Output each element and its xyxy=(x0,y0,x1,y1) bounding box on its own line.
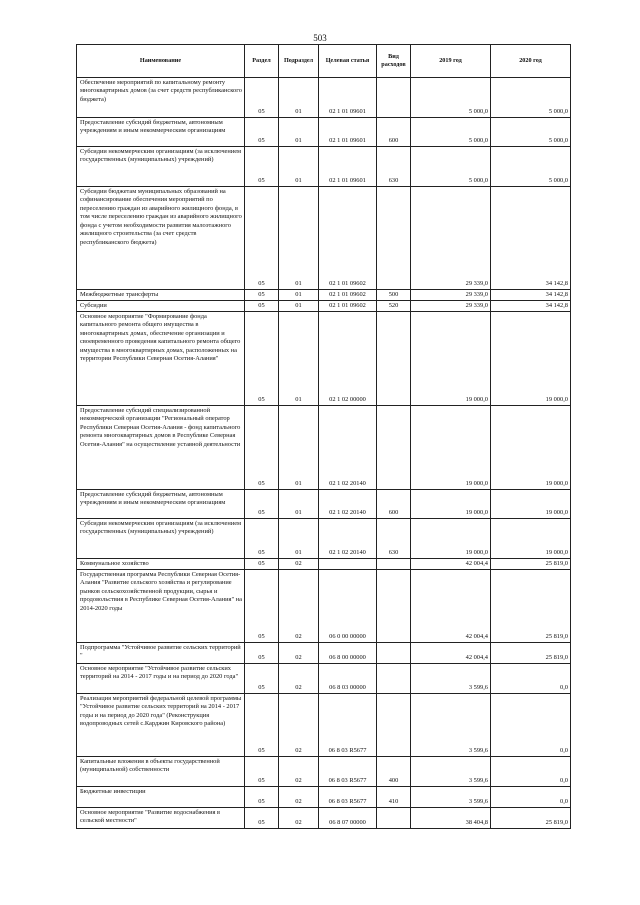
cell-name: Основное мероприятие "Развитие водоснабжения в сельской местности" xyxy=(77,808,245,829)
table-row xyxy=(77,694,571,757)
table-row xyxy=(77,559,571,570)
cell-razdel: 05 xyxy=(245,643,279,664)
cell-expense-type xyxy=(377,406,411,490)
table-row xyxy=(77,643,571,664)
cell-podrazdel: 01 xyxy=(279,519,319,559)
cell-razdel: 05 xyxy=(245,78,279,118)
cell-target-article: 06 8 03 R5677 xyxy=(319,694,377,757)
cell-expense-type: 410 xyxy=(377,787,411,808)
cell-target-article: 06 8 03 00000 xyxy=(319,664,377,694)
table-row xyxy=(77,490,571,519)
table-row xyxy=(77,312,571,406)
cell-podrazdel: 02 xyxy=(279,664,319,694)
table-row xyxy=(77,808,571,829)
cell-amount-2019: 5 000,0 xyxy=(411,78,491,118)
cell-target-article: 02 1 01 09602 xyxy=(319,290,377,301)
cell-name: Обеспечение мероприятий по капитальному ремонту многоквартирных домов (за счет средств республиканского бюджета) xyxy=(77,78,245,118)
cell-target-article: 02 1 01 09601 xyxy=(319,118,377,147)
cell-expense-type: 630 xyxy=(377,147,411,187)
cell-expense-type xyxy=(377,808,411,829)
cell-target-article: 02 1 01 09601 xyxy=(319,78,377,118)
table-row xyxy=(77,757,571,787)
cell-name: Субсидии некоммерческим организациям (за исключением государственных (муниципальных) учреждений) xyxy=(77,147,245,187)
cell-amount-2019: 3 599,6 xyxy=(411,694,491,757)
table-header-row xyxy=(77,45,571,78)
cell-target-article xyxy=(319,559,377,570)
table-row xyxy=(77,147,571,187)
cell-target-article: 06 8 03 R5677 xyxy=(319,757,377,787)
cell-razdel: 05 xyxy=(245,664,279,694)
cell-expense-type: 600 xyxy=(377,490,411,519)
header-razdel: Раздел xyxy=(245,45,279,78)
cell-amount-2019: 42 004,4 xyxy=(411,570,491,643)
cell-amount-2020: 5 000,0 xyxy=(491,78,571,118)
table-row xyxy=(77,519,571,559)
cell-amount-2019: 29 339,0 xyxy=(411,187,491,290)
cell-razdel: 05 xyxy=(245,147,279,187)
cell-razdel: 05 xyxy=(245,490,279,519)
cell-amount-2020: 5 000,0 xyxy=(491,118,571,147)
cell-name: Субсидии некоммерческим организациям (за исключением государственных (муниципальных) учреждений) xyxy=(77,519,245,559)
cell-amount-2019: 19 000,0 xyxy=(411,312,491,406)
cell-razdel: 05 xyxy=(245,290,279,301)
cell-target-article: 02 1 02 20140 xyxy=(319,519,377,559)
cell-podrazdel: 02 xyxy=(279,570,319,643)
cell-amount-2019: 38 404,8 xyxy=(411,808,491,829)
cell-name: Межбюджетные трансферты xyxy=(77,290,245,301)
cell-razdel: 05 xyxy=(245,301,279,312)
cell-razdel: 05 xyxy=(245,312,279,406)
cell-razdel: 05 xyxy=(245,118,279,147)
cell-razdel: 05 xyxy=(245,406,279,490)
cell-expense-type xyxy=(377,78,411,118)
cell-amount-2020: 0,0 xyxy=(491,757,571,787)
cell-expense-type xyxy=(377,570,411,643)
cell-amount-2019: 3 599,6 xyxy=(411,757,491,787)
cell-amount-2019: 29 339,0 xyxy=(411,301,491,312)
cell-razdel: 05 xyxy=(245,519,279,559)
cell-razdel: 05 xyxy=(245,559,279,570)
cell-amount-2019: 42 004,4 xyxy=(411,559,491,570)
table-row xyxy=(77,570,571,643)
table-row xyxy=(77,664,571,694)
cell-razdel: 05 xyxy=(245,787,279,808)
page-number: 503 xyxy=(313,33,327,43)
cell-name: Предоставление субсидий бюджетным, автономным учреждениям и иным некоммерческим организациям xyxy=(77,118,245,147)
table-row xyxy=(77,787,571,808)
cell-target-article: 02 1 02 20140 xyxy=(319,490,377,519)
cell-amount-2020: 25 819,0 xyxy=(491,643,571,664)
cell-podrazdel: 02 xyxy=(279,787,319,808)
cell-name: Субсидии бюджетам муниципальных образований на софинансирование обеспечения мероприятий по переселению граждан из аварийного жилищного фонда, в том числе переселению граждан из аварийного жилищного фонда с учетом необходимости развития малоэтажного жилищного строительства (за счет средств республиканского бюджета) xyxy=(77,187,245,290)
cell-podrazdel: 02 xyxy=(279,694,319,757)
cell-name: Бюджетные инвестиции xyxy=(77,787,245,808)
cell-amount-2020: 0,0 xyxy=(491,694,571,757)
cell-target-article: 02 1 01 09601 xyxy=(319,147,377,187)
cell-target-article: 06 8 00 00000 xyxy=(319,643,377,664)
cell-amount-2020: 19 000,0 xyxy=(491,490,571,519)
cell-name: Капитальные вложения в объекты государственной (муниципальной) собственности xyxy=(77,757,245,787)
cell-podrazdel: 02 xyxy=(279,559,319,570)
cell-amount-2019: 3 599,6 xyxy=(411,664,491,694)
cell-name: Предоставление субсидий бюджетным, автономным учреждениям и иным некоммерческим организациям xyxy=(77,490,245,519)
table-row xyxy=(77,118,571,147)
cell-podrazdel: 02 xyxy=(279,808,319,829)
cell-name: Коммунальное хозяйство xyxy=(77,559,245,570)
table-row xyxy=(77,301,571,312)
cell-name: Основное мероприятие "Устойчивое развитие сельских территорий на 2014 - 2017 годы и на период до 2020 года" xyxy=(77,664,245,694)
cell-amount-2020: 0,0 xyxy=(491,787,571,808)
cell-razdel: 05 xyxy=(245,757,279,787)
cell-target-article: 02 1 01 09602 xyxy=(319,187,377,290)
cell-expense-type: 500 xyxy=(377,290,411,301)
cell-amount-2020: 34 142,8 xyxy=(491,187,571,290)
cell-amount-2020: 25 819,0 xyxy=(491,570,571,643)
cell-expense-type xyxy=(377,559,411,570)
cell-expense-type xyxy=(377,312,411,406)
cell-name: Основное мероприятие "Формирование фонда капитального ремонта общего имущества в многоквартирных домах, обеспечение организации и своевременного проведения капитального ремонта общего имущества в многоквартирных домах, расположенных на территории Республики Северная Осетия-Алания" xyxy=(77,312,245,406)
cell-amount-2020: 34 142,8 xyxy=(491,301,571,312)
cell-amount-2019: 5 000,0 xyxy=(411,118,491,147)
cell-expense-type: 600 xyxy=(377,118,411,147)
cell-amount-2019: 42 004,4 xyxy=(411,643,491,664)
cell-podrazdel: 01 xyxy=(279,118,319,147)
cell-expense-type xyxy=(377,187,411,290)
cell-podrazdel: 01 xyxy=(279,301,319,312)
cell-expense-type xyxy=(377,694,411,757)
header-target-article: Целевая статья xyxy=(319,45,377,78)
cell-expense-type: 520 xyxy=(377,301,411,312)
cell-target-article: 02 1 01 09602 xyxy=(319,301,377,312)
cell-amount-2020: 19 000,0 xyxy=(491,519,571,559)
header-year-2019: 2019 год xyxy=(411,45,491,78)
table-row xyxy=(77,78,571,118)
cell-amount-2020: 0,0 xyxy=(491,664,571,694)
cell-expense-type: 400 xyxy=(377,757,411,787)
cell-razdel: 05 xyxy=(245,570,279,643)
cell-amount-2019: 19 000,0 xyxy=(411,490,491,519)
cell-name: Предоставление субсидий специализированной некоммерческой организации "Региональный оператор Республики Северная Осетия-Алания - фонд капитального ремонта многоквартирных домов в Республике Северная Осетия-Алания" на осуществление уставной деятельности xyxy=(77,406,245,490)
cell-expense-type: 630 xyxy=(377,519,411,559)
cell-target-article: 02 1 02 20140 xyxy=(319,406,377,490)
cell-podrazdel: 01 xyxy=(279,187,319,290)
cell-amount-2019: 3 599,6 xyxy=(411,787,491,808)
cell-amount-2019: 29 339,0 xyxy=(411,290,491,301)
cell-name: Государственная программа Республики Северная Осетия-Алания "Развитие сельского хозяйства и регулирование рынков сельскохозяйственной продукции, сырья и продовольствия в Республике Северная Осетия-Алания" на 2014-2020 годы xyxy=(77,570,245,643)
cell-podrazdel: 02 xyxy=(279,757,319,787)
header-year-2020: 2020 год xyxy=(491,45,571,78)
cell-amount-2019: 19 000,0 xyxy=(411,406,491,490)
cell-name: Подпрограмма "Устойчивое развитие сельских территорий " xyxy=(77,643,245,664)
cell-amount-2020: 19 000,0 xyxy=(491,312,571,406)
cell-name: Субсидии xyxy=(77,301,245,312)
cell-amount-2020: 19 000,0 xyxy=(491,406,571,490)
cell-expense-type xyxy=(377,643,411,664)
cell-amount-2020: 5 000,0 xyxy=(491,147,571,187)
cell-podrazdel: 01 xyxy=(279,490,319,519)
table-body xyxy=(77,78,571,829)
header-name: Наименование xyxy=(77,45,245,78)
cell-amount-2020: 34 142,8 xyxy=(491,290,571,301)
cell-expense-type xyxy=(377,664,411,694)
cell-name: Реализация мероприятий федеральной целевой программы "Устойчивое развитие сельских территорий на 2014 - 2017 годы и на период до 2020 года" (Реконструкция водопроводных сетей с.Карджин Кировского района) xyxy=(77,694,245,757)
header-podrazdel: Подраздел xyxy=(279,45,319,78)
cell-podrazdel: 01 xyxy=(279,290,319,301)
table-row xyxy=(77,187,571,290)
cell-target-article: 06 0 00 00000 xyxy=(319,570,377,643)
header-expense-type: Вид расходов xyxy=(377,45,411,78)
cell-amount-2019: 5 000,0 xyxy=(411,147,491,187)
cell-podrazdel: 01 xyxy=(279,406,319,490)
cell-target-article: 06 8 07 00000 xyxy=(319,808,377,829)
cell-amount-2020: 25 819,0 xyxy=(491,808,571,829)
cell-podrazdel: 01 xyxy=(279,78,319,118)
cell-podrazdel: 01 xyxy=(279,312,319,406)
table-row xyxy=(77,406,571,490)
cell-amount-2020: 25 819,0 xyxy=(491,559,571,570)
cell-razdel: 05 xyxy=(245,187,279,290)
cell-podrazdel: 02 xyxy=(279,643,319,664)
budget-table xyxy=(76,44,571,829)
cell-amount-2019: 19 000,0 xyxy=(411,519,491,559)
cell-target-article: 06 8 03 R5677 xyxy=(319,787,377,808)
table-row xyxy=(77,290,571,301)
cell-target-article: 02 1 02 00000 xyxy=(319,312,377,406)
cell-razdel: 05 xyxy=(245,808,279,829)
cell-razdel: 05 xyxy=(245,694,279,757)
cell-podrazdel: 01 xyxy=(279,147,319,187)
